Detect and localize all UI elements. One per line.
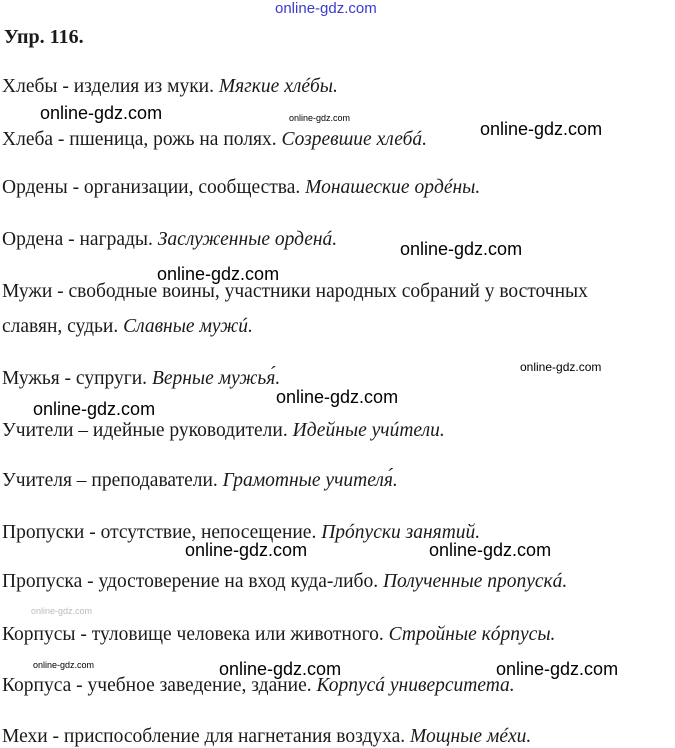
line-ordena [2, 229, 337, 251]
line-khleba [2, 129, 427, 151]
example: Верные мужья́. [151, 368, 281, 389]
example: Грамотные учителя́. [222, 470, 398, 491]
definition: славян, судьи. [2, 316, 124, 337]
definition: Ордены - организации, сообщества. [2, 177, 306, 198]
line-uchiteli [2, 420, 445, 442]
line-muzhi-cont [2, 316, 253, 338]
example: Мощные мéхи. [410, 726, 532, 747]
line-ordeny [2, 177, 480, 199]
watermark: online-gdz.com [480, 119, 603, 139]
watermark: online-gdz.com [400, 239, 523, 259]
definition: Корпусы - туловище человека или животного. [2, 624, 389, 645]
watermark: online-gdz.com [185, 540, 308, 560]
line-mekhi [2, 726, 531, 748]
watermark: online-gdz.com [31, 606, 93, 616]
watermark: online-gdz.com [276, 387, 399, 407]
top-watermark: online-gdz.com [275, 0, 377, 17]
definition: Учителя – преподаватели. [2, 470, 223, 491]
watermark: online-gdz.com [157, 264, 280, 284]
example: Стройные кóрпусы. [388, 624, 556, 645]
definition: Мужья - супруги. [2, 368, 152, 389]
example: Корпусá университета. [316, 675, 515, 696]
definition: Хлеба - пшеница, рожь на полях. [2, 129, 282, 150]
line-muzhi [2, 281, 588, 303]
definition: Учители – идейные руководители. [2, 420, 293, 441]
definition: Мехи - приспособление для нагнетания воздуха. [2, 726, 411, 747]
watermark: online-gdz.com [496, 659, 619, 679]
example: Монашеские opдéны. [305, 177, 481, 198]
example: Прóпуски занятий. [321, 522, 481, 543]
line-uchitelya [2, 470, 398, 492]
exercise-title: Упр. 116. [4, 26, 84, 48]
example: Мягкие хлéбы. [218, 76, 338, 97]
example: Полученные пропускá. [382, 571, 568, 592]
line-khleby [2, 76, 338, 98]
watermark: online-gdz.com [33, 660, 95, 670]
watermark: online-gdz.com [289, 113, 351, 123]
example: Славные мужú. [123, 316, 253, 337]
definition: Хлебы - изделия из муки. [2, 76, 219, 97]
watermark: online-gdz.com [429, 540, 552, 560]
example: Заслуженные орденá. [157, 229, 338, 250]
example: Созревшие хлебá. [281, 129, 428, 150]
definition: Мужи - свободные воины, участники народных собраний у восточных [2, 281, 588, 302]
definition: Пропуска - удостоверение на вход куда-либо. [2, 571, 383, 592]
example: Идейные учúтели. [292, 420, 445, 441]
line-propuska [2, 571, 567, 593]
watermark: online-gdz.com [33, 399, 156, 419]
watermark: online-gdz.com [219, 659, 342, 679]
watermark: online-gdz.com [520, 360, 602, 374]
line-korpusy [2, 624, 555, 646]
line-muzhya [2, 368, 280, 390]
definition: Корпуса - учебное заведение, здание. [2, 675, 317, 696]
definition: Пропуски - отсутствие, непосещение. [2, 522, 322, 543]
watermark: online-gdz.com [40, 103, 163, 123]
definition: Ордена - награды. [2, 229, 158, 250]
